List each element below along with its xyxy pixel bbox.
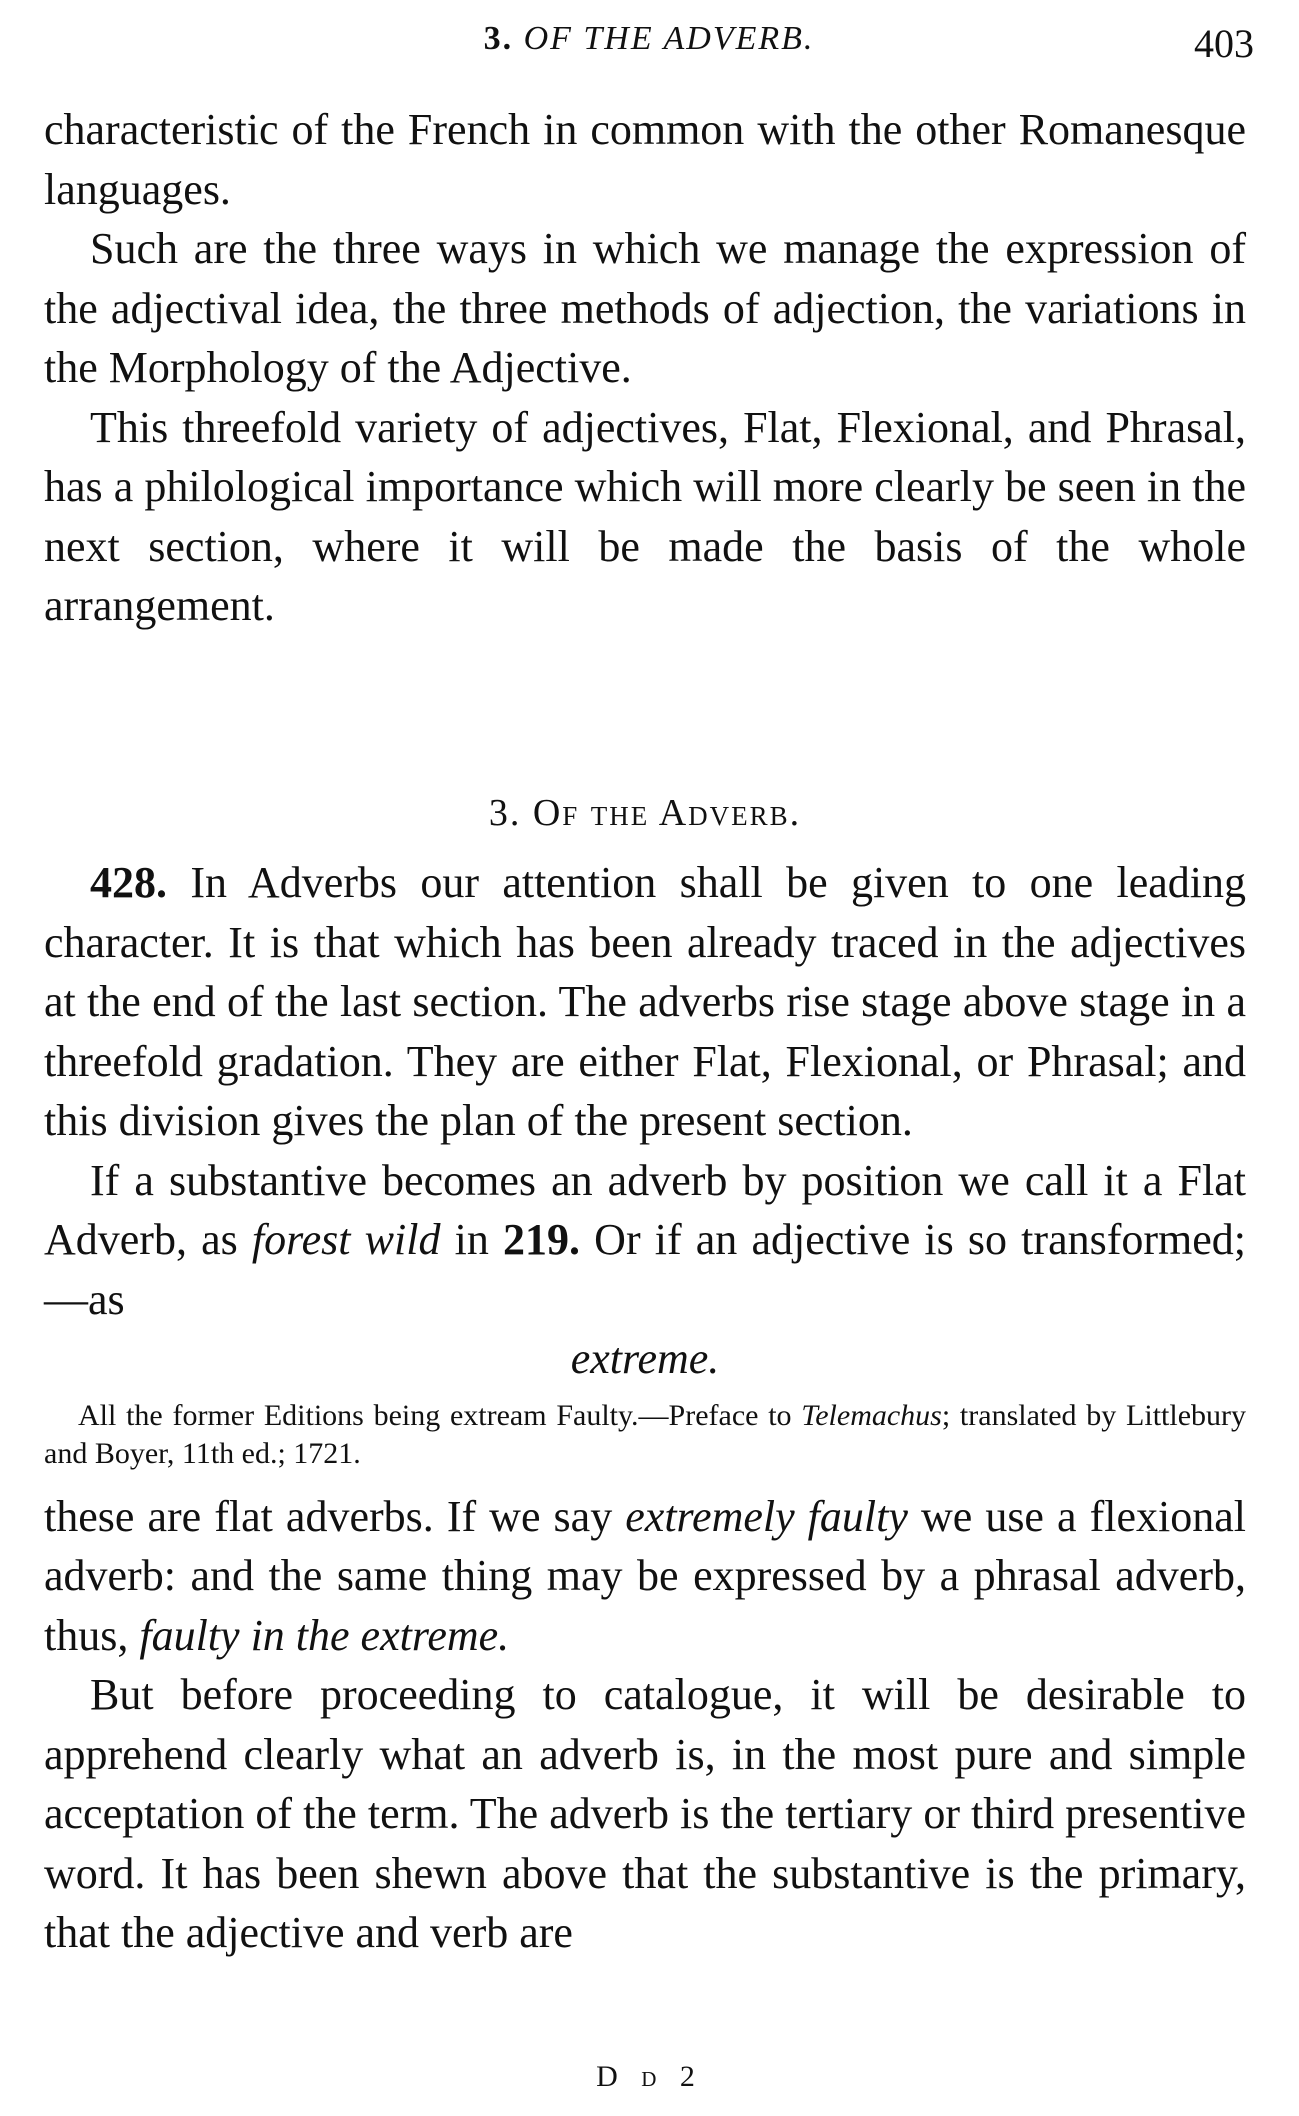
paragraph-428-text: In Adverbs our attention shall be given to one leading character. It is that which has been already traced in the adjectives at the end of the last section. The adverbs rise stage above stage in a threefold gradation. They are either Flat, Flexional, or Phrasal; and this division gives the plan of the present section. <box>44 858 1246 1145</box>
quotation-work: Telemachus <box>801 1398 942 1432</box>
paragraph-continuation: characteristic of the French in common with the other Romanesque languages. <box>44 105 1246 214</box>
text-run: If a substantive becomes an adverb by position we call it a Flat Adverb, as <box>44 1155 1246 1264</box>
paragraph-definition: But before proceeding to catalogue, it will be desirable to apprehend clearly what an adverb is, in the most pure and simple acceptation of the term. The adverb is the tertiary or third presentive word. It has been shewn above that the substantive is the primary, that the adjective and verb are <box>44 1670 1246 1957</box>
section-heading: 3. Of the Adverb. <box>488 791 802 834</box>
page-header <box>44 14 1254 64</box>
example-italic: extremely faulty <box>625 1491 908 1541</box>
running-head <box>44 20 1254 58</box>
page-body <box>44 100 1246 1963</box>
text-run: we use a flexional adverb: and the same thing may be expressed by a phrasal adverb, thus, <box>44 1491 1246 1660</box>
example-word: extreme. <box>570 1334 720 1383</box>
paragraph-flexional <box>44 1487 1246 1666</box>
text-run: these are flat adverbs. If we say <box>44 1491 626 1541</box>
running-title: OF THE ADVERB. <box>523 20 815 57</box>
paragraph-three-ways: Such are the three ways in which we manage the expression of the adjectival idea, the three methods of adjection, the variations in the Morphology of the Adjective. <box>44 224 1246 392</box>
paragraph-number: 428. <box>90 858 167 907</box>
quotation-rest: ; translated by Littlebury and Boyer, 11th ed.; 1721. <box>44 1398 1247 1470</box>
page-number: 403 <box>1194 21 1254 66</box>
text-run: in <box>440 1215 504 1264</box>
paragraph-flat-adverb <box>44 1151 1246 1330</box>
quotation-text: All the former Editions being extream Faulty.—Preface to <box>78 1398 802 1432</box>
section-reference: 219. <box>503 1215 581 1264</box>
quotation <box>44 1397 1246 1473</box>
example-italic: faulty in the extreme. <box>139 1610 510 1660</box>
text-run: Or if an adjective is so transformed;—as <box>44 1215 1246 1324</box>
paragraph-threefold-variety: This threefold variety of adjectives, Flat, Flexional, and Phrasal, has a philological importance which will more clearly be seen in the next section, where it will be made the basis of the whole arrangement. <box>44 402 1246 630</box>
printer-signature: D d 2 <box>596 2060 703 2093</box>
paragraph-428 <box>44 853 1246 1151</box>
example-italic: forest wild <box>251 1215 441 1264</box>
section-number: 3. <box>483 20 514 57</box>
